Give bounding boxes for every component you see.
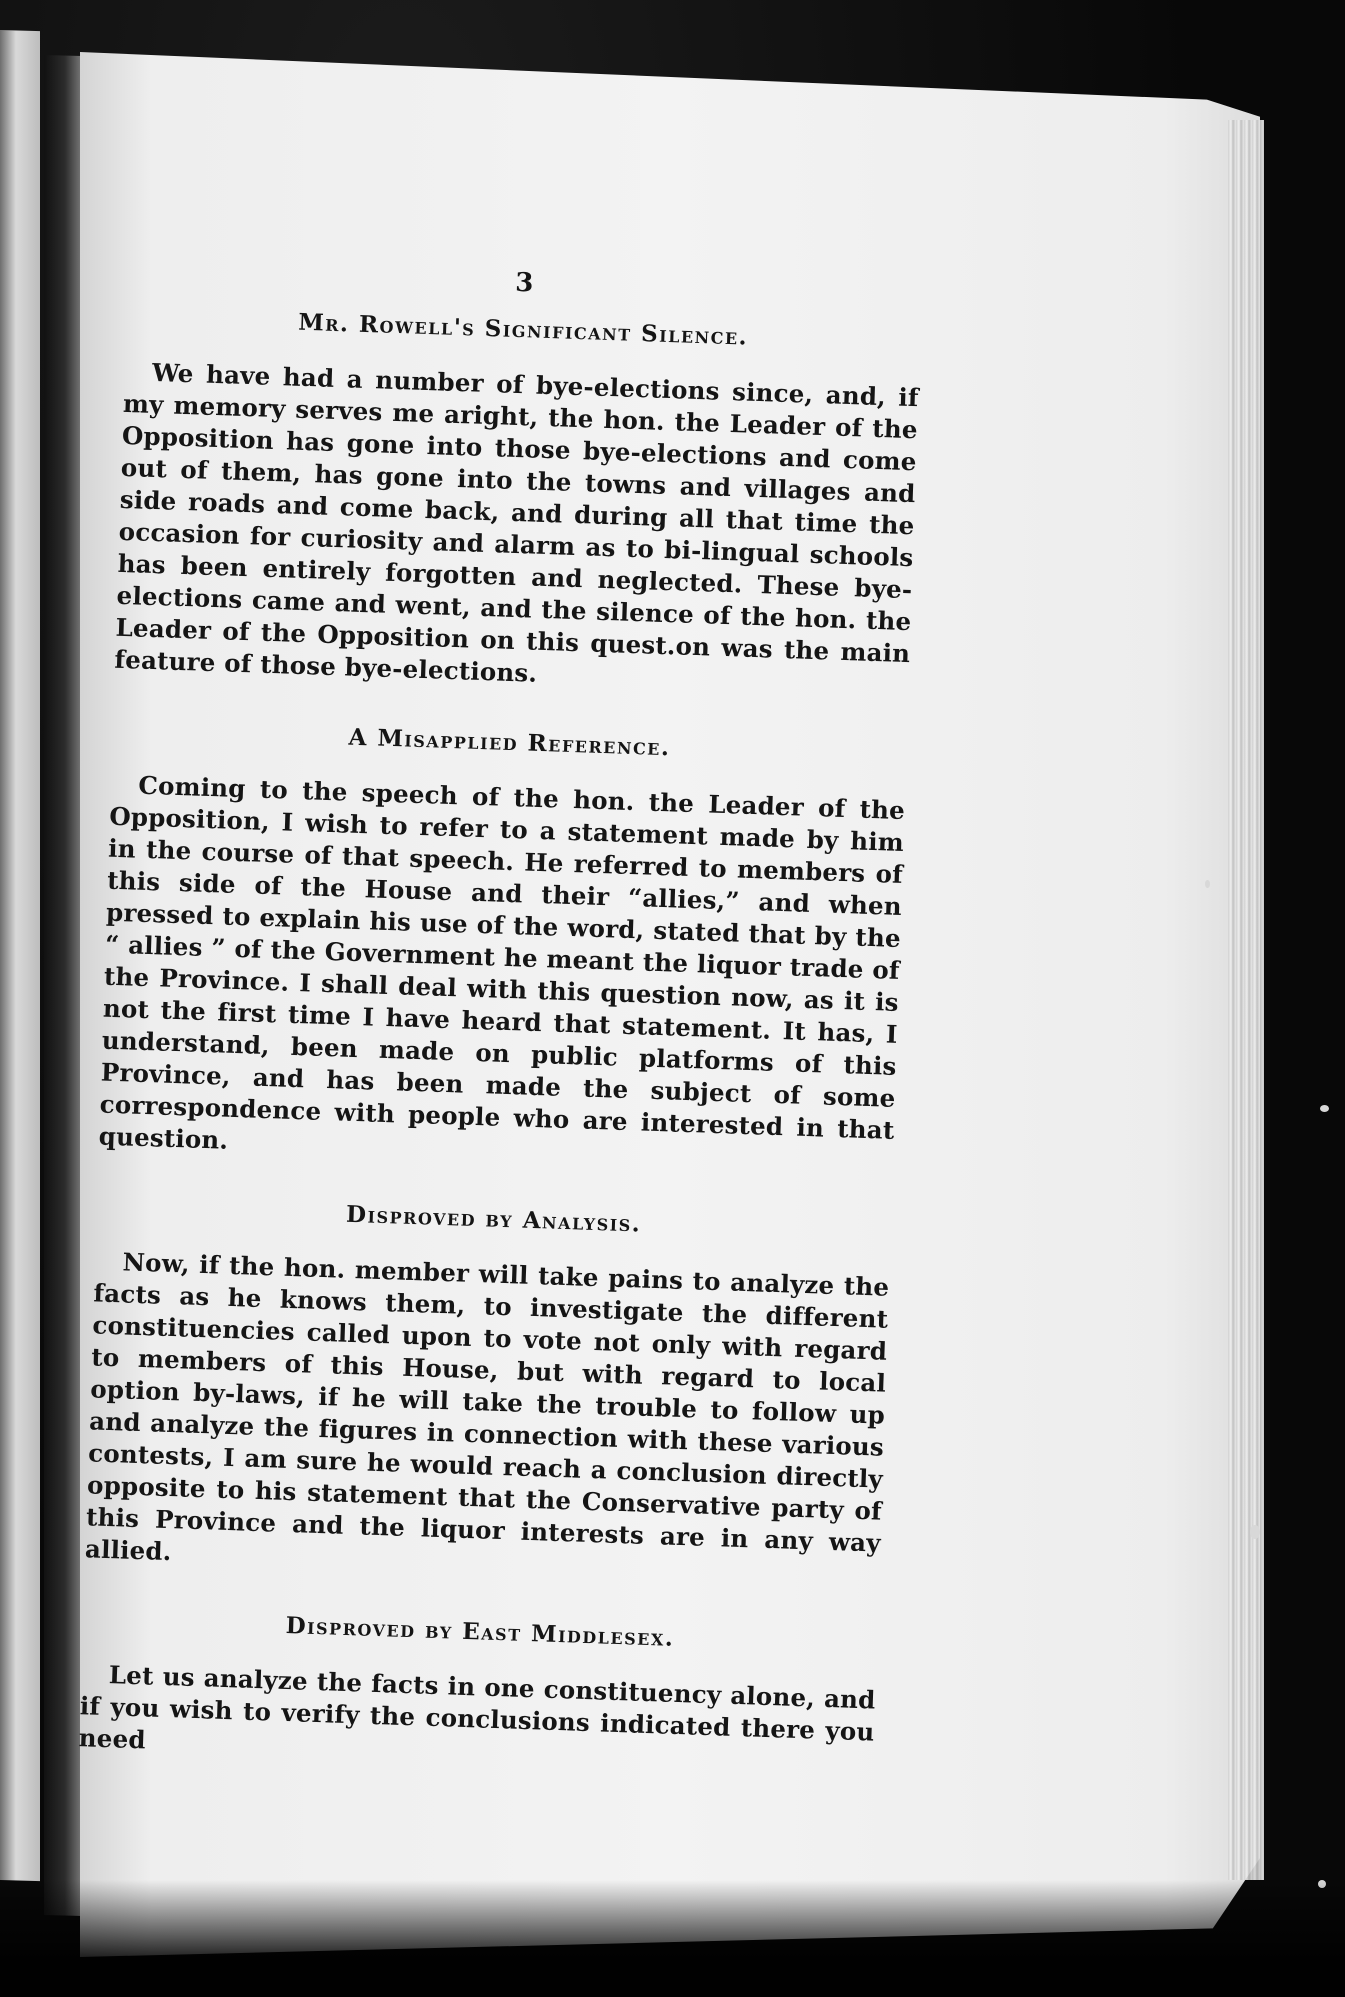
- section-heading: Mr. Rowell's Significant Silence.: [297, 308, 749, 351]
- page-number: 3: [514, 267, 535, 299]
- scan-dust-speck: [1205, 880, 1210, 888]
- section-paragraph: Now, if the hon. member will take pains to analyze the facts as he knows them, to investigate the different constituencies called upon to vote not only with regard to members of this House, but with regard to local option by-laws, if he will take the trouble to follow up and analyze the figures in connection with these various contests, I am sure he would reach a conclusion directly opposite to his statement that the Conservative party of this Province and the liquor interests are in any way allied.: [84, 1247, 890, 1567]
- scan-dust-speck: [1250, 1525, 1260, 1539]
- section-paragraph: We have had a number of bye-elections since, and, if my memory serves me aright, the hon. the Leader of the Opposition has gone into those bye-elections and come out of them, has gone into the towns and villages and side roads and come back, and during all that time the occasion for curiosity and alarm as to bi-lingual schools has been entirely forgotten and neglected. These bye-elections came and went, and the silence of the hon. the Leader of the Opposition on this quest.on was the main feature of those bye-elections.: [114, 357, 920, 688]
- section-heading: Disproved by Analysis.: [345, 1200, 642, 1238]
- scan-dust-speck: [1320, 1105, 1329, 1112]
- section-paragraph: Let us analyze the facts in one constituency alone, and if you wish to verify the conclusions indicated there you need: [78, 1660, 876, 1755]
- facing-page-edge: [0, 30, 40, 1881]
- book-spine-shadow: [44, 55, 82, 1916]
- page-stack-edge: [1228, 120, 1264, 1880]
- page-text-block: [78, 255, 922, 1781]
- bottom-scan-shadow: [0, 1880, 1345, 1997]
- section-paragraph: Coming to the speech of the hon. the Leader of the Opposition, I wish to refer to a statement made by him in the course of that speech. He referred to members of this side of the House and their “allies,” and when pressed to explain his use of the word, stated that by the “ allies ” of the Government he meant the liquor trade of the Province. I shall deal with this question now, as it is not the first time I have heard that statement. It has, I understand, been made on public platforms of this Province, and has been made the subject of some correspondence with people who are interested in that question.: [98, 770, 906, 1155]
- section-heading: A Misapplied Reference.: [348, 723, 671, 762]
- section-heading: Disproved by East Middlesex.: [285, 1611, 675, 1652]
